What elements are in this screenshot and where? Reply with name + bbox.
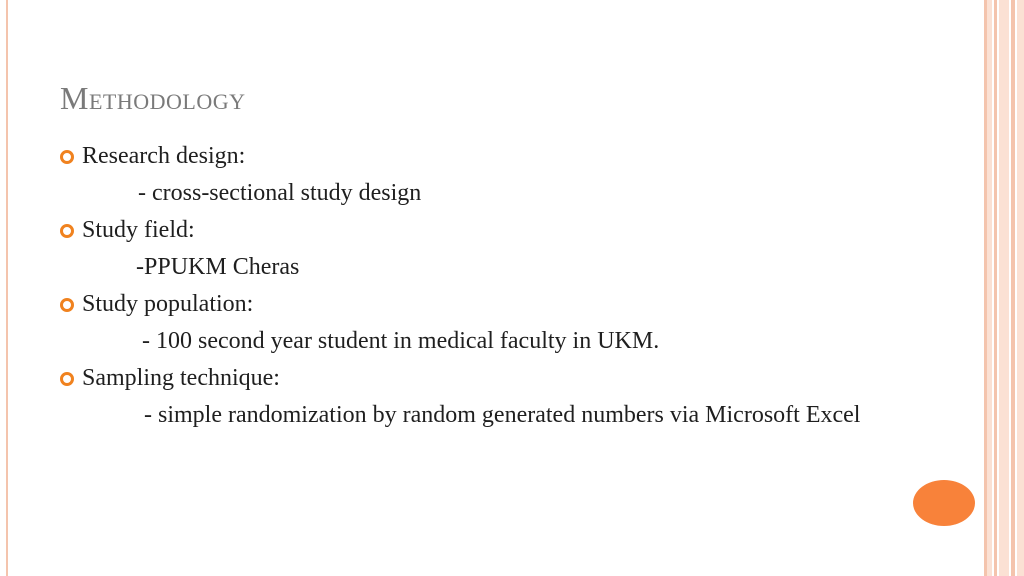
stripe-5 — [1011, 0, 1015, 576]
stripe-6 — [1017, 0, 1024, 576]
bullet-circle-icon — [60, 150, 74, 164]
bullet-circle-icon — [60, 224, 74, 238]
bullet-circle-icon — [60, 298, 74, 312]
bullet-item-study-field — [60, 212, 920, 249]
slide-title: Methodology — [60, 80, 246, 116]
bullet-detail: -PPUKM Cheras — [136, 254, 300, 280]
bullet-label: Sampling technique: — [82, 365, 280, 391]
bullet-label: Research design: — [82, 143, 246, 169]
right-decorative-stripes — [984, 0, 1024, 576]
bullet-circle-icon — [60, 372, 74, 386]
bullet-detail: - cross-sectional study design — [138, 180, 422, 206]
stripe-4 — [999, 0, 1009, 576]
orange-circle-decoration — [913, 480, 975, 526]
bullet-item-research-design — [60, 138, 920, 175]
bullet-list — [60, 138, 920, 431]
stripe-3 — [994, 0, 997, 576]
bullet-item-sampling-technique — [60, 360, 920, 397]
bullet-item-study-population — [60, 286, 920, 323]
stripe-2 — [987, 0, 992, 576]
bullet-detail: - 100 second year student in medical faculty in UKM. — [142, 328, 660, 354]
bullet-label: Study field: — [82, 217, 195, 243]
bullet-label: Study population: — [82, 291, 254, 317]
left-border-line — [6, 0, 8, 576]
bullet-detail: - simple randomization by random generated numbers via Microsoft Excel — [144, 402, 861, 428]
